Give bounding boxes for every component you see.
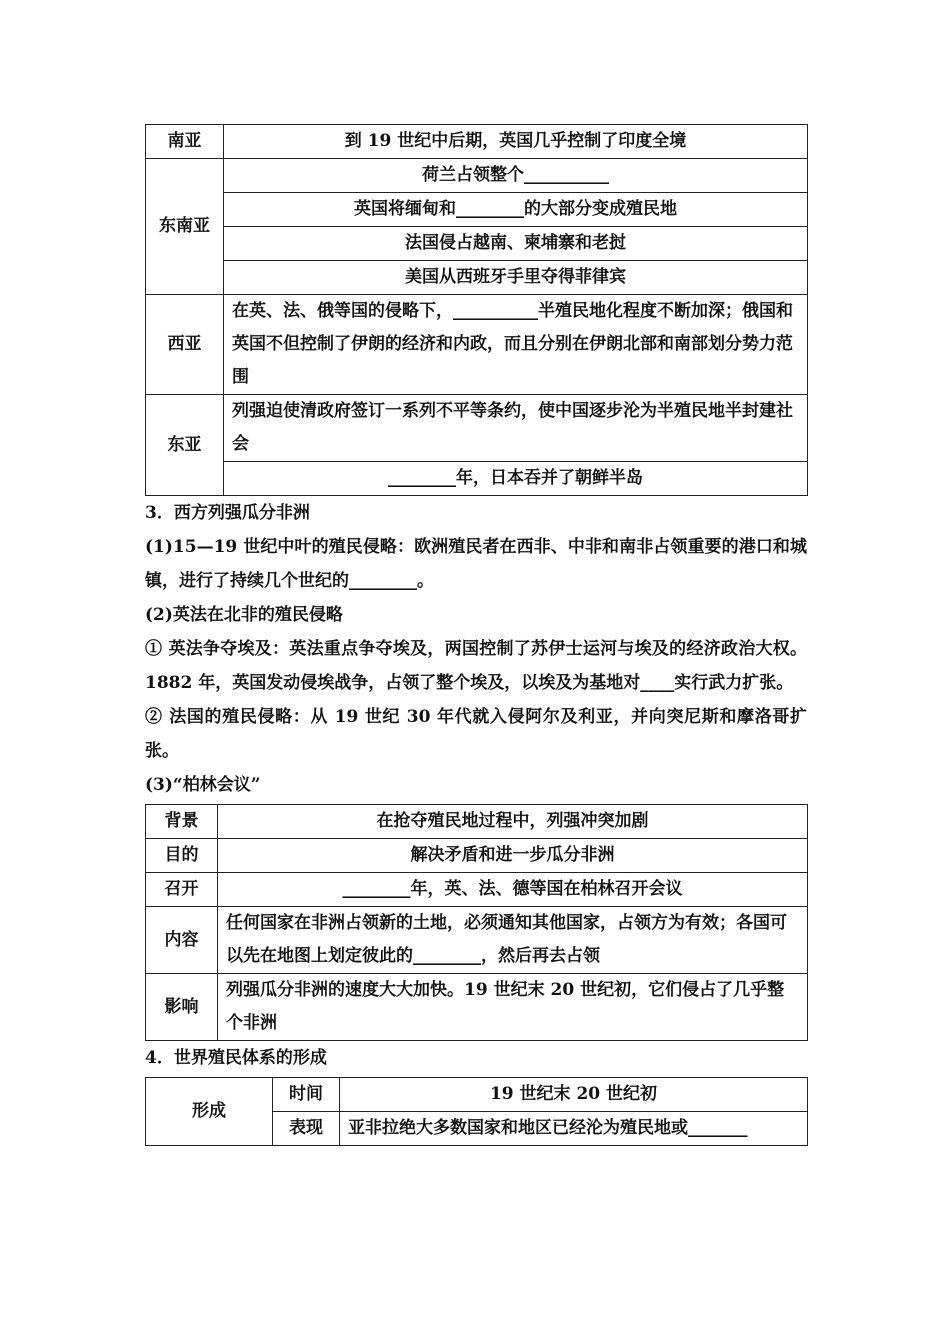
table-row <box>146 974 808 1041</box>
region-cell: 东南亚 <box>146 159 224 295</box>
document-page <box>145 124 807 1146</box>
content-cell: 列强迫使清政府签订一系列不平等条约，使中国逐步沦为半殖民地半封建社会 <box>224 395 808 462</box>
colonial-asia-table <box>145 124 808 496</box>
table-row <box>146 193 808 227</box>
section-heading: 3．西方列强瓜分非洲 <box>145 503 310 523</box>
berlin-conference-table <box>145 804 808 1041</box>
table-row <box>146 907 808 974</box>
colonial-system-table <box>145 1077 808 1146</box>
paragraph: (2)英法在北非的殖民侵略 <box>145 605 343 625</box>
label-cell: 背景 <box>146 805 218 839</box>
table-row <box>146 462 808 496</box>
content-cell: ________年，英、法、德等国在柏林召开会议 <box>218 873 808 907</box>
content-cell: 19 世纪末 20 世纪初 <box>340 1078 808 1112</box>
content-cell: 解决矛盾和进一步瓜分非洲 <box>218 839 808 873</box>
table-row <box>146 1078 808 1112</box>
table-row <box>146 295 808 395</box>
content-cell: 法国侵占越南、柬埔寨和老挝 <box>224 227 808 261</box>
paragraph: ① 英法争夺埃及：英法重点争夺埃及，两国控制了苏伊士运河与埃及的经济政治大权。1882 年，英国发动侵埃战争，占领了整个埃及，以埃及为基地对____实行武力扩张。 <box>145 639 807 693</box>
paragraph: (3)“柏林会议” <box>145 775 261 795</box>
content-cell: 任何国家在非洲占领新的土地，必须通知其他国家，占领方为有效；各国可以先在地图上划定彼此的________，然后再去占领 <box>218 907 808 974</box>
label-cell: 形成 <box>146 1078 273 1146</box>
paragraph: ② 法国的殖民侵略：从 19 世纪 30 年代就入侵阿尔及利亚，并向突尼斯和摩洛哥扩张。 <box>145 707 807 761</box>
content-cell: 美国从西班牙手里夺得菲律宾 <box>224 261 808 295</box>
table-row <box>146 261 808 295</box>
label-cell: 目的 <box>146 839 218 873</box>
section-heading: 4．世界殖民体系的形成 <box>145 1048 327 1068</box>
region-cell: 南亚 <box>146 125 224 159</box>
content-cell: 到 19 世纪中后期，英国几乎控制了印度全境 <box>224 125 808 159</box>
content-cell: 英国将缅甸和________的大部分变成殖民地 <box>224 193 808 227</box>
content-cell: 在抢夺殖民地过程中，列强冲突加剧 <box>218 805 808 839</box>
paragraph: (1)15—19 世纪中叶的殖民侵略：欧洲殖民者在西非、中非和南非占领重要的港口和城镇，进行了持续几个世纪的________。 <box>145 537 807 591</box>
content-cell: 在英、法、俄等国的侵略下，__________半殖民地化程度不断加深；俄国和英国不但控制了伊朗的经济和内政，而且分别在伊朗北部和南部划分势力范围 <box>224 295 808 395</box>
table-row <box>146 159 808 193</box>
region-cell: 东亚 <box>146 395 224 496</box>
content-cell: 亚非拉绝大多数国家和地区已经沦为殖民地或_______ <box>340 1112 808 1146</box>
label-cell: 影响 <box>146 974 218 1041</box>
label-cell: 召开 <box>146 873 218 907</box>
table-row <box>146 227 808 261</box>
sub-label-cell: 表现 <box>273 1112 340 1146</box>
content-cell: 列强瓜分非洲的速度大大加快。19 世纪末 20 世纪初，它们侵占了几乎整个非洲 <box>218 974 808 1041</box>
label-cell: 内容 <box>146 907 218 974</box>
content-cell: ________年，日本吞并了朝鲜半岛 <box>224 462 808 496</box>
sub-label-cell: 时间 <box>273 1078 340 1112</box>
table-row <box>146 125 808 159</box>
content-cell: 荷兰占领整个__________ <box>224 159 808 193</box>
table-row <box>146 805 808 839</box>
table-row <box>146 873 808 907</box>
table-row <box>146 395 808 462</box>
region-cell: 西亚 <box>146 295 224 395</box>
table-row <box>146 839 808 873</box>
